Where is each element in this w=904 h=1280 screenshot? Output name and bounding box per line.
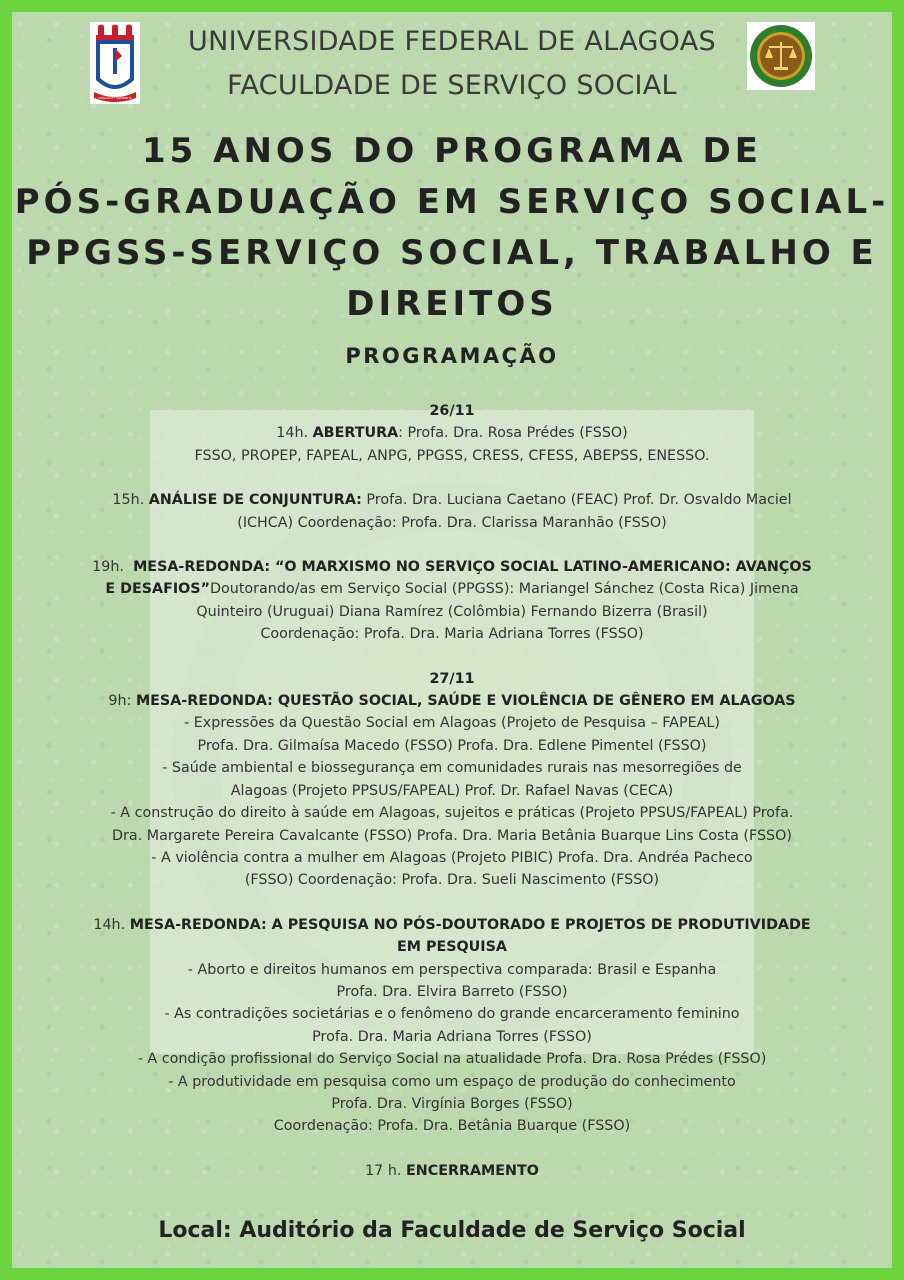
mesa-pesquisa-title: 14h. MESA-REDONDA: A PESQUISA NO PÓS-DOUTORADO E PROJETOS DE PRODUTIVIDADE: [93, 916, 811, 933]
abertura-orgs: FSSO, PROPEP, FAPEAL, ANPG, PPGSS, CRESS, CFESS, ABEPSS, ENESSO.: [194, 447, 710, 464]
conjuntura-line: 15h. ANÁLISE DE CONJUNTURA: Profa. Dra. Luciana Caetano (FEAC) Prof. Dr. Osvaldo Maciel: [112, 492, 792, 509]
mesa-marxismo-coord: Coordenação: Profa. Dra. Maria Adriana Torres (FSSO): [260, 626, 644, 643]
mesa-marxismo-line3: Quinteiro (Uruguai) Diana Ramírez (Colômbia) Fernando Bizerra (Brasil): [196, 603, 708, 620]
mesa2-line: - Aborto e direitos humanos em perspectiva comparada: Brasil e Espanha: [187, 961, 717, 978]
mesa2-line: - A produtividade em pesquisa como um espaço de produção do conhecimento: [168, 1073, 736, 1090]
day1-date: 26/11: [429, 403, 475, 419]
title-line: PPGSS-SERVIÇO SOCIAL, TRABALHO E: [26, 233, 878, 273]
poster: [12, 12, 892, 1268]
mesa1-line: Profa. Dra. Gilmaísa Macedo (FSSO) Profa. Dra. Edlene Pimentel (FSSO): [197, 737, 707, 754]
mesa1-line: (FSSO) Coordenação: Profa. Dra. Sueli Nascimento (FSSO): [244, 872, 660, 889]
mesa-pesquisa-title-cont: EM PESQUISA: [397, 939, 507, 956]
mesa2-line: - A condição profissional do Serviço Social na atualidade Profa. Dra. Rosa Prédes (FSSO): [137, 1051, 767, 1068]
university-name: UNIVERSIDADE FEDERAL DE ALAGOAS: [188, 26, 716, 57]
mesa2-line: - As contradições societárias e o fenômeno do grande encarceramento feminino: [164, 1006, 740, 1023]
mesa2-line: Profa. Dra. Virgínia Borges (FSSO): [331, 1095, 573, 1112]
faculty-name: FACULDADE DE SERVIÇO SOCIAL: [227, 70, 677, 101]
event-location: Local: Auditório da Faculdade de Serviço Social: [158, 1218, 746, 1243]
section-heading: PROGRAMAÇÃO: [345, 344, 559, 368]
mesa1-line: Dra. Margarete Pereira Cavalcante (FSSO) Profa. Dra. Maria Betânia Buarque Lins Costa (FSSO): [112, 827, 792, 844]
mesa-marxismo-line2: E DESAFIOS”Doutorando/as em Serviço Social (PPGSS): Mariangel Sánchez (Costa Rica) Jimena: [105, 581, 799, 598]
mesa-questao-social-title: 9h: MESA-REDONDA: QUESTÃO SOCIAL, SAÚDE E VIOLÊNCIA DE GÊNERO EM ALAGOAS: [108, 693, 796, 710]
mesa2-line: Profa. Dra. Maria Adriana Torres (FSSO): [312, 1028, 592, 1045]
program-body: [12, 400, 892, 1182]
mesa-marxismo-title: 19h. MESA-REDONDA: “O MARXISMO NO SERVIÇO SOCIAL LATINO-AMERICANO: AVANÇOS: [92, 559, 812, 576]
title-line: DIREITOS: [346, 284, 558, 324]
mesa2-line: Profa. Dra. Elvira Barreto (FSSO): [336, 983, 568, 1000]
mesa1-line: - A construção do direito à saúde em Alagoas, sujeitos e práticas (Projeto PPSUS/FAPEAL) Profa.: [110, 805, 794, 822]
mesa1-line: - Saúde ambiental e biossegurança em comunidades rurais nas mesorregiões de: [162, 760, 742, 777]
event-title: [12, 126, 892, 330]
abertura-line: 14h. ABERTURA: Profa. Dra. Rosa Prédes (FSSO): [276, 425, 628, 442]
mesa2-line: Coordenação: Profa. Dra. Betânia Buarque (FSSO): [273, 1118, 631, 1135]
title-line: 15 ANOS DO PROGRAMA DE: [142, 131, 762, 171]
title-line: PÓS-GRADUAÇÃO EM SERVIÇO SOCIAL-: [14, 182, 890, 222]
mesa1-line: Alagoas (Projeto PPSUS/FAPEAL) Prof. Dr. Rafael Navas (CECA): [230, 782, 674, 799]
mesa1-line: - A violência contra a mulher em Alagoas (Projeto PIBIC) Profa. Dra. Andréa Pacheco: [151, 849, 753, 866]
encerramento-line: 17 h. ENCERRAMENTO: [365, 1162, 539, 1179]
day2-date: 27/11: [429, 670, 475, 687]
conjuntura-coord: (ICHCA) Coordenação: Profa. Dra. Clarissa Maranhão (FSSO): [237, 514, 667, 531]
ufal-logo-motto: CIÊNCIA ET SAPIENTIA: [98, 96, 132, 100]
mesa1-line: - Expressões da Questão Social em Alagoas (Projeto de Pesquisa – FAPEAL): [184, 715, 720, 732]
